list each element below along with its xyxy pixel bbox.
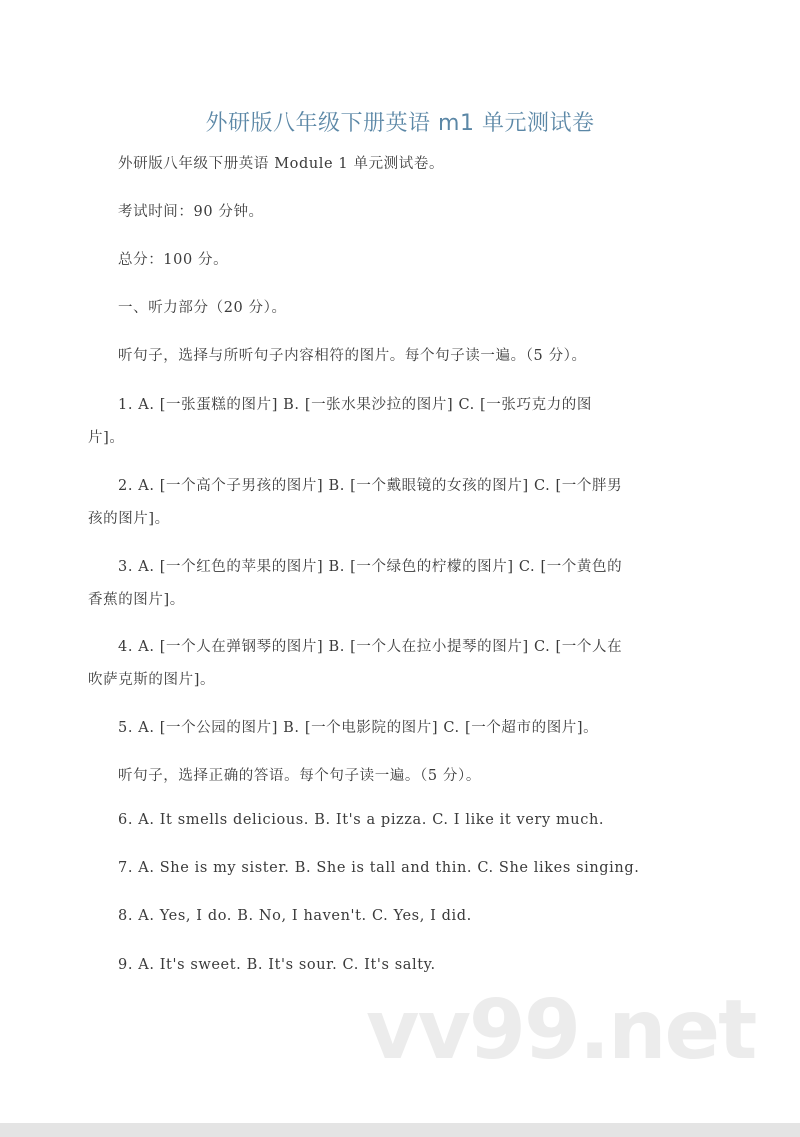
paragraph-line: 1. A. [一张蛋糕的图片] B. [一张水果沙拉的图片] C. [一张巧克力的图: [118, 397, 593, 413]
watermark: vv99.net: [366, 983, 756, 1078]
paragraph-line: 9. A. It's sweet. B. It's sour. C. It's salty.: [118, 957, 436, 973]
document-title: 外研版八年级下册英语 m1 单元测试卷: [205, 111, 595, 136]
paragraph-line: 听句子，选择正确的答语。每个句子读一遍。（5 分）。: [118, 768, 481, 784]
paragraph-line: 2. A. [一个高个子男孩的图片] B. [一个戴眼镜的女孩的图片] C. [一个胖男: [118, 478, 623, 494]
paragraph-line: 7. A. She is my sister. B. She is tall and thin. C. She likes singing.: [118, 860, 640, 876]
paragraph-continuation-line: 香蕉的图片]。: [88, 592, 185, 608]
paragraph-line: 总分：100 分。: [118, 252, 229, 268]
paragraph-line: 6. A. It smells delicious. B. It's a pizza. C. I like it very much.: [118, 812, 605, 828]
paragraph-line: 考试时间：90 分钟。: [118, 204, 264, 220]
paragraph-continuation-line: 吹萨克斯的图片]。: [88, 672, 216, 688]
paragraph-line: 听句子，选择与所听句子内容相符的图片。每个句子读一遍。（5 分）。: [118, 348, 587, 364]
paragraph-line: 一、听力部分（20 分）。: [118, 300, 287, 316]
paragraph-line: 外研版八年级下册英语 Module 1 单元测试卷。: [118, 156, 445, 172]
paragraph-line: 4. A. [一个人在弹钢琴的图片] B. [一个人在拉小提琴的图片] C. [一个人在: [118, 639, 623, 655]
paragraph-continuation-line: 片]。: [88, 430, 125, 446]
paragraph-line: 8. A. Yes, I do. B. No, I haven't. C. Yes, I did.: [118, 908, 472, 924]
paragraph-line: 3. A. [一个红色的苹果的图片] B. [一个绿色的柠檬的图片] C. [一个黄色的: [118, 559, 623, 575]
paragraph-continuation-line: 孩的图片]。: [88, 511, 170, 527]
paragraph-line: 5. A. [一个公园的图片] B. [一个电影院的图片] C. [一个超市的图片]。: [118, 720, 599, 736]
page-bottom-edge: [0, 1123, 800, 1137]
